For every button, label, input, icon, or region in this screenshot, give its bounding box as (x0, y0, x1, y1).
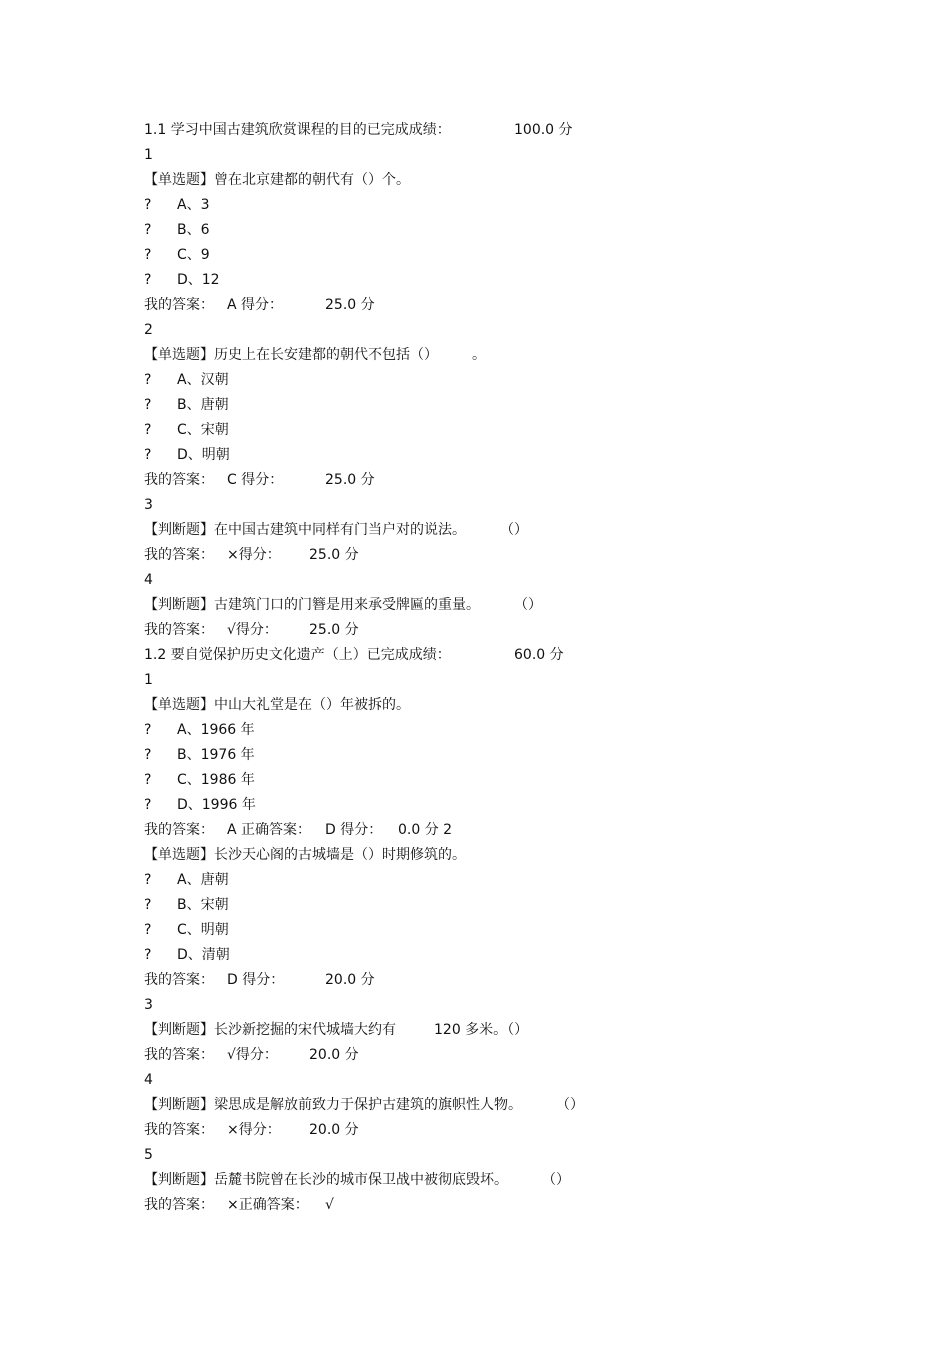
answer-option (144, 893, 904, 918)
option-text: D、12 (177, 272, 220, 288)
option-bullet-icon: ? (144, 372, 152, 388)
my-answer-line (144, 1118, 904, 1143)
option-text: A、1966 年 (177, 722, 255, 738)
question-number-text: 3 (144, 997, 153, 1013)
answer-score: 25.0 分 (325, 472, 375, 488)
option-text: C、宋朝 (177, 422, 229, 438)
option-bullet-icon: ? (144, 797, 152, 813)
option-bullet-icon: ? (144, 872, 152, 888)
answer-score: 25.0 分 (325, 297, 375, 313)
option-bullet-icon: ? (144, 272, 152, 288)
answer-label: 我的答案： (144, 547, 214, 563)
answer-score: 20.0 分 (309, 1122, 359, 1138)
option-text: C、明朝 (177, 922, 229, 938)
answer-value: A 得分： (227, 297, 284, 313)
answer-option (144, 943, 904, 968)
my-answer-line (144, 1043, 904, 1068)
option-text: A、汉朝 (177, 372, 229, 388)
question-number (144, 318, 904, 343)
section-title: 1.1 学习中国古建筑欣赏课程的目的已完成成绩： (144, 122, 451, 138)
question-number-text: 5 (144, 1147, 153, 1163)
my-answer-line (144, 468, 904, 493)
question-number-text: 1 (144, 672, 153, 688)
answer-extra: 0.0 分 2 (398, 822, 453, 838)
option-text: A、唐朝 (177, 872, 229, 888)
question-tail: （） (500, 522, 528, 538)
question-body: 【单选题】历史上在长安建都的朝代不包括（） (144, 347, 438, 363)
option-text: C、9 (177, 247, 210, 263)
answer-option (144, 243, 904, 268)
question-text (144, 1093, 904, 1118)
answer-option (144, 718, 904, 743)
option-text: B、唐朝 (177, 397, 229, 413)
option-text: D、明朝 (177, 447, 230, 463)
answer-value: ×得分： (227, 1122, 281, 1138)
answer-option (144, 793, 904, 818)
option-bullet-icon: ? (144, 772, 152, 788)
my-answer-line (144, 618, 904, 643)
question-text (144, 843, 904, 868)
question-body: 【判断题】岳麓书院曾在长沙的城市保卫战中被彻底毁坏。 (144, 1172, 508, 1188)
question-number-text: 3 (144, 497, 153, 513)
answer-label: 我的答案： (144, 297, 214, 313)
answer-option (144, 743, 904, 768)
my-answer-line (144, 293, 904, 318)
question-body: 【单选题】曾在北京建都的朝代有（）个。 (144, 172, 410, 188)
question-text (144, 1018, 904, 1043)
my-answer-line (144, 543, 904, 568)
question-number-text: 4 (144, 1072, 153, 1088)
option-text: C、1986 年 (177, 772, 255, 788)
option-bullet-icon: ? (144, 747, 152, 763)
my-answer-line (144, 968, 904, 993)
option-text: D、1996 年 (177, 797, 256, 813)
option-text: B、6 (177, 222, 210, 238)
question-tail: （） (556, 1097, 584, 1113)
question-text (144, 593, 904, 618)
option-bullet-icon: ? (144, 422, 152, 438)
option-bullet-icon: ? (144, 897, 152, 913)
question-body: 【判断题】长沙新挖掘的宋代城墙大约有 (144, 1022, 396, 1038)
question-tail: 120 多米。（） (434, 1022, 529, 1038)
answer-label: 我的答案： (144, 1122, 214, 1138)
question-body: 【判断题】古建筑门口的门簪是用来承受牌匾的重量。 (144, 597, 480, 613)
option-text: A、3 (177, 197, 210, 213)
answer-label: 我的答案： (144, 622, 214, 638)
answer-value: √得分： (227, 1047, 278, 1063)
section-heading (144, 643, 904, 668)
question-number (144, 493, 904, 518)
question-number (144, 143, 904, 168)
option-text: D、清朝 (177, 947, 230, 963)
answer-value: D 得分： (227, 972, 285, 988)
question-text (144, 693, 904, 718)
option-text: B、宋朝 (177, 897, 229, 913)
answer-label: 我的答案： (144, 1197, 214, 1213)
option-bullet-icon: ? (144, 247, 152, 263)
option-bullet-icon: ? (144, 447, 152, 463)
question-number (144, 1143, 904, 1168)
answer-value: C 得分： (227, 472, 284, 488)
option-bullet-icon: ? (144, 397, 152, 413)
question-tail: （） (542, 1172, 570, 1188)
answer-score: 20.0 分 (309, 1047, 359, 1063)
answer-value: √得分： (227, 622, 278, 638)
answer-label: 我的答案： (144, 472, 214, 488)
question-body: 【判断题】梁思成是解放前致力于保护古建筑的旗帜性人物。 (144, 1097, 522, 1113)
question-tail: （） (514, 597, 542, 613)
question-text (144, 1168, 904, 1193)
question-number (144, 993, 904, 1018)
question-text (144, 168, 904, 193)
answer-option (144, 193, 904, 218)
question-number-text: 4 (144, 572, 153, 588)
question-body: 【判断题】在中国古建筑中同样有门当户对的说法。 (144, 522, 466, 538)
section-heading (144, 118, 904, 143)
question-text (144, 518, 904, 543)
question-number-text: 2 (144, 322, 153, 338)
answer-score: 20.0 分 (325, 972, 375, 988)
question-tail: 。 (472, 347, 486, 363)
answer-option (144, 368, 904, 393)
answer-label: 我的答案： (144, 822, 214, 838)
answer-option (144, 268, 904, 293)
question-number-text: 1 (144, 147, 153, 163)
answer-label: 我的答案： (144, 1047, 214, 1063)
answer-value: A 正确答案： (227, 822, 312, 838)
section-score: 60.0 分 (514, 647, 564, 663)
option-bullet-icon: ? (144, 222, 152, 238)
section-title: 1.2 要自觉保护历史文化遗产（上）已完成成绩： (144, 647, 451, 663)
option-text: B、1976 年 (177, 747, 255, 763)
document-body (144, 118, 904, 1218)
answer-value: ×得分： (227, 547, 281, 563)
option-bullet-icon: ? (144, 197, 152, 213)
answer-option (144, 868, 904, 893)
answer-option (144, 418, 904, 443)
answer-option (144, 443, 904, 468)
answer-score: 25.0 分 (309, 547, 359, 563)
option-bullet-icon: ? (144, 922, 152, 938)
question-text (144, 343, 904, 368)
question-number (144, 1068, 904, 1093)
option-bullet-icon: ? (144, 947, 152, 963)
answer-option (144, 918, 904, 943)
answer-label: 我的答案： (144, 972, 214, 988)
my-answer-line (144, 1193, 904, 1218)
question-body: 【单选题】中山大礼堂是在（）年被拆的。 (144, 697, 410, 713)
answer-value: ×正确答案： (227, 1197, 309, 1213)
question-body: 【单选题】长沙天心阁的古城墙是（）时期修筑的。 (144, 847, 466, 863)
my-answer-line (144, 818, 904, 843)
option-bullet-icon: ? (144, 722, 152, 738)
answer-option (144, 393, 904, 418)
answer-score: D 得分： (325, 822, 383, 838)
question-number (144, 568, 904, 593)
answer-option (144, 218, 904, 243)
section-score: 100.0 分 (514, 122, 573, 138)
answer-score: √ (325, 1197, 334, 1213)
answer-option (144, 768, 904, 793)
answer-score: 25.0 分 (309, 622, 359, 638)
question-number (144, 668, 904, 693)
